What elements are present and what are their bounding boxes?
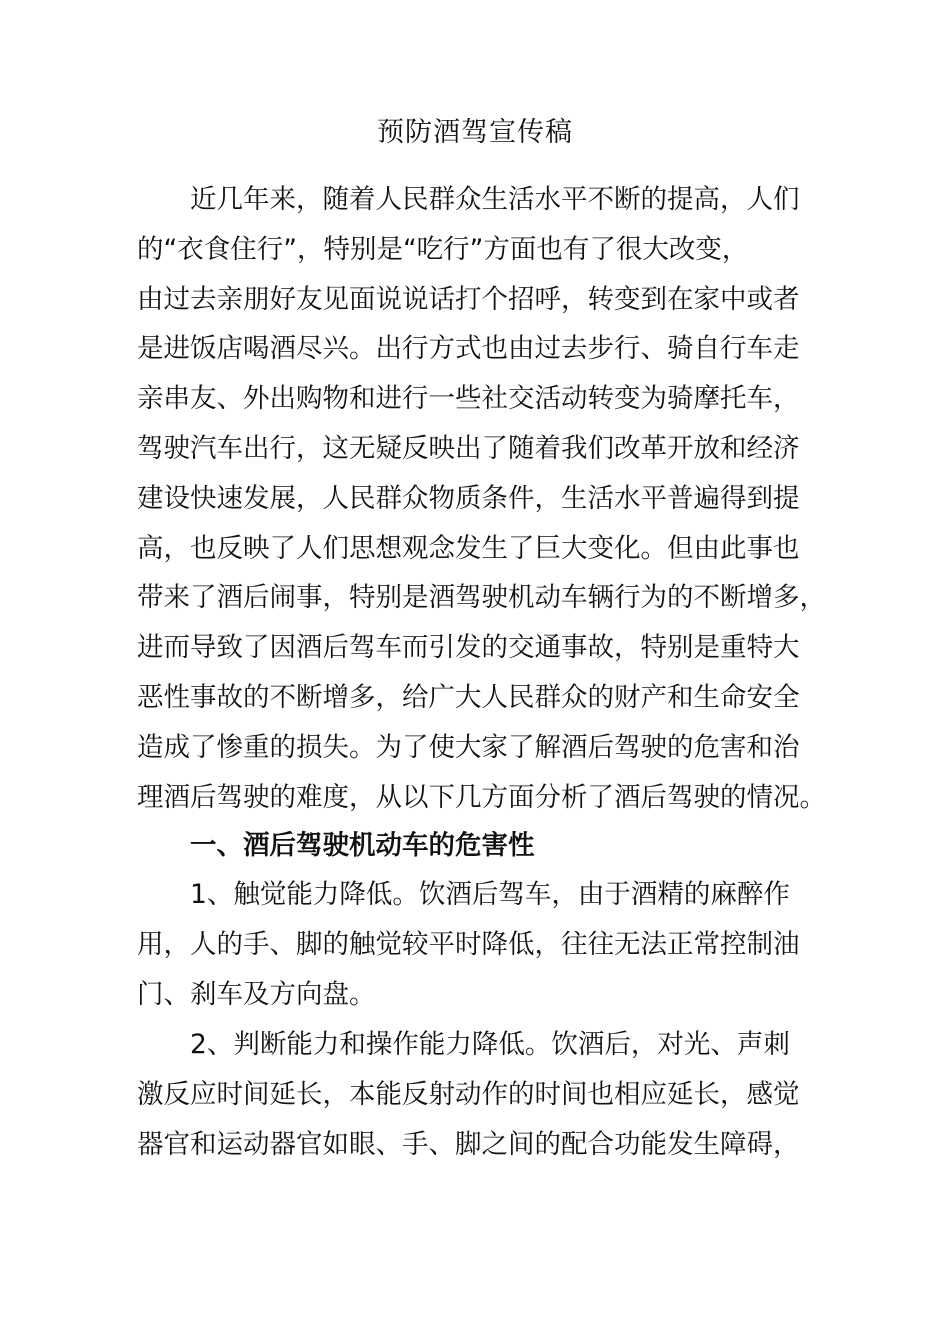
text-line: 由过去亲朋好友见面说说话打个招呼，转变到在家中或者 bbox=[137, 283, 800, 315]
heading-text: 一、酒后驾驶机动车的危害性 bbox=[190, 830, 535, 861]
paragraph-intro bbox=[137, 175, 837, 822]
text-line: 器官和运动器官如眼、手、脚之间的配合功能发生障碍， bbox=[137, 1128, 800, 1160]
text-line: 2、判断能力和操作能力降低。饮酒后，对光、声刺 bbox=[190, 1029, 790, 1060]
text-line: 门、刹车及方向盘。 bbox=[137, 978, 376, 1010]
text-line: 1、触觉能力降低。饮酒后驾车，由于酒精的麻醉作 bbox=[190, 879, 790, 910]
text-line: 驾驶汽车出行，这无疑反映出了随着我们改革开放和经济 bbox=[137, 432, 800, 464]
text-line: 激反应时间延长，本能反射动作的时间也相应延长，感觉 bbox=[137, 1078, 800, 1110]
text-line: 理酒后驾驶的难度，从以下几方面分析了酒后驾驶的情况。 bbox=[137, 781, 826, 813]
text-line: 用，人的手、脚的触觉较平时降低，往往无法正常控制油 bbox=[137, 928, 800, 960]
text-line: 建设快速发展，人民群众物质条件，生活水平普遍得到提 bbox=[137, 482, 800, 514]
text-line: 带来了酒后闹事，特别是酒驾驶机动车辆行为的不断增多， bbox=[137, 582, 826, 614]
text-line: 恶性事故的不断增多，给广大人民群众的财产和生命安全 bbox=[137, 681, 800, 713]
paragraph-touch bbox=[137, 870, 837, 1019]
text-line: 的“衣食住行”，特别是“吃行”方面也有了很大改变， bbox=[137, 233, 749, 265]
text-line: 进而导致了因酒后驾车而引发的交通事故，特别是重特大 bbox=[137, 632, 800, 664]
text-line: 近几年来，随着人民群众生活水平不断的提高，人们 bbox=[190, 184, 800, 215]
text-line: 是进饭店喝酒尽兴。出行方式也由过去步行、骑自行车走 bbox=[137, 333, 800, 365]
document-title: 预防酒驾宣传稿 bbox=[377, 117, 573, 148]
text-line: 高，也反映了人们思想观念发生了巨大变化。但由此事也 bbox=[137, 532, 800, 564]
text-line: 亲串友、外出购物和进行一些社交活动转变为骑摩托车， bbox=[137, 383, 800, 415]
text-line: 造成了惨重的损失。为了使大家了解酒后驾驶的危害和治 bbox=[137, 731, 800, 763]
section-heading bbox=[137, 821, 837, 871]
paragraph-judgment bbox=[137, 1020, 837, 1169]
